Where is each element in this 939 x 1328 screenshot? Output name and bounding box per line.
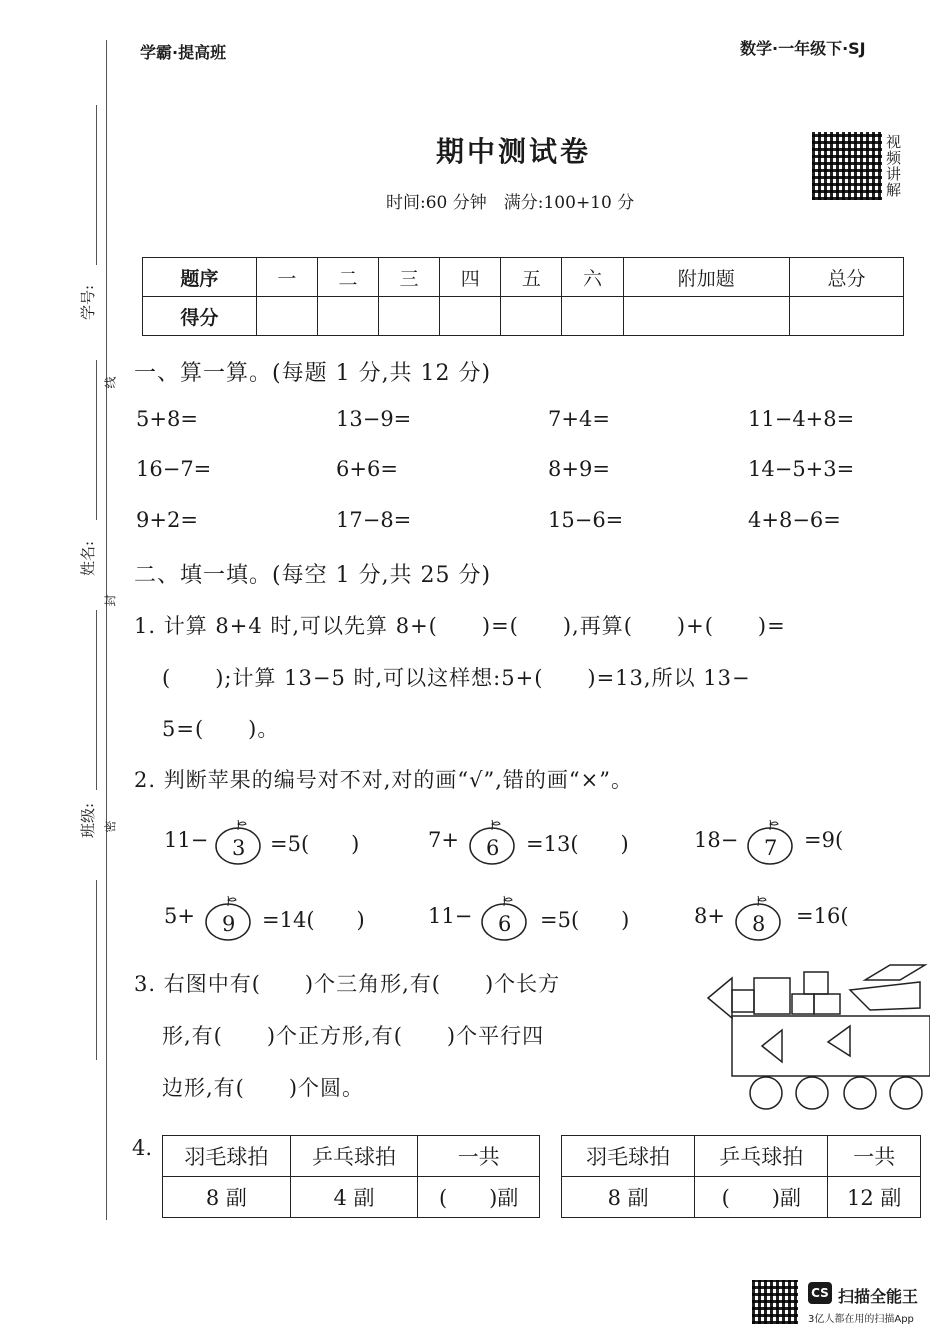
q2-text: 2. 判断苹果的编号对不对,对的画“√”,错的画“×”。 [134, 768, 633, 792]
score-cell[interactable] [562, 297, 623, 336]
table-cell[interactable]: ( )副 [695, 1177, 828, 1218]
app-badge-icon: CS [808, 1282, 832, 1304]
calc-item: 5+8= [136, 407, 198, 431]
calc-item: 17−8= [336, 508, 412, 532]
apple-post: =9( [804, 828, 844, 852]
apple-pre: 11− [428, 904, 473, 928]
footer-qr-code [752, 1280, 798, 1324]
table-header: 羽毛球拍 [562, 1136, 695, 1177]
calc-item: 13−9= [336, 407, 412, 431]
table-header: 乒乓球拍 [290, 1136, 418, 1177]
section1-title: 一、算一算。(每题 1 分,共 12 分) [134, 361, 492, 386]
exam-meta: 时间:60 分钟 满分:100+10 分 [386, 193, 635, 213]
student-no-label: 学号: [79, 284, 98, 321]
calc-item: 4+8−6= [748, 508, 841, 532]
apple-pre: 18− [694, 828, 739, 852]
score-header: 六 [562, 258, 623, 297]
calc-item: 16−7= [136, 457, 212, 481]
apple-post: =5( ) [540, 908, 630, 932]
apple-number: 6 [486, 836, 500, 860]
score-header: 总分 [790, 258, 904, 297]
class-label: 班级: [79, 802, 98, 839]
apple-pre: 8+ [694, 904, 725, 928]
brand-logo: 学霸·提高班 [140, 43, 227, 62]
table-header: 一共 [828, 1136, 921, 1177]
q1-line3: 5=( )。 [162, 717, 280, 741]
score-row-label: 得分 [143, 297, 257, 336]
seal-mark: 封 [103, 594, 118, 607]
name-label: 姓名: [79, 540, 98, 577]
apple-post: =14( ) [262, 908, 365, 932]
q4-number: 4. [132, 1136, 153, 1160]
apple-number: 7 [764, 836, 778, 860]
table-cell: 8 副 [163, 1177, 291, 1218]
score-header: 附加题 [623, 258, 790, 297]
q1-line2: ( );计算 13−5 时,可以这样想:5+( )=13,所以 13− [162, 666, 751, 690]
underline-extra [96, 880, 97, 1060]
binding-line [106, 40, 107, 1220]
score-table [142, 257, 904, 336]
calc-item: 8+9= [548, 457, 610, 481]
score-cell[interactable] [790, 297, 904, 336]
app-tagline: 3亿人都在用的扫描App [808, 1314, 914, 1325]
train-shapes-figure [700, 960, 930, 1115]
apple-number: 3 [232, 836, 246, 860]
q4-table-a [162, 1135, 540, 1218]
apple-number: 9 [222, 912, 236, 936]
score-cell[interactable] [623, 297, 790, 336]
score-header: 五 [501, 258, 562, 297]
underline-class [96, 610, 97, 790]
table-cell: 8 副 [562, 1177, 695, 1218]
score-cell[interactable] [501, 297, 562, 336]
calc-item: 6+6= [336, 457, 398, 481]
apple-number: 6 [498, 912, 512, 936]
apple-pre: 11− [164, 828, 209, 852]
table-cell[interactable]: ( )副 [418, 1177, 540, 1218]
calc-item: 7+4= [548, 407, 610, 431]
score-header: 四 [440, 258, 501, 297]
qr-caption: 视频讲解 [886, 133, 902, 199]
table-header: 羽毛球拍 [163, 1136, 291, 1177]
apple-pre: 7+ [428, 828, 459, 852]
table-cell: 12 副 [828, 1177, 921, 1218]
q3-line2: 形,有( )个正方形,有( )个平行四 [162, 1024, 545, 1048]
score-cell[interactable] [379, 297, 440, 336]
apple-pre: 5+ [164, 904, 195, 928]
qr-code [812, 132, 882, 200]
underline-name [96, 360, 97, 520]
calc-item: 14−5+3= [748, 457, 855, 481]
q3-line3: 边形,有( )个圆。 [162, 1076, 365, 1100]
page-title: 期中测试卷 [436, 135, 592, 168]
table-header: 乒乓球拍 [695, 1136, 828, 1177]
apple-post: =13( ) [526, 832, 629, 856]
line-mark: 线 [103, 376, 118, 389]
app-name: 扫描全能王 [838, 1287, 919, 1306]
mi-mark: 密 [103, 820, 118, 833]
score-header: 题序 [143, 258, 257, 297]
subject-label: 数学·一年级下·SJ [740, 39, 866, 58]
q3-line1: 3. 右图中有( )个三角形,有( )个长方 [134, 972, 561, 996]
calc-item: 11−4+8= [748, 407, 855, 431]
score-header: 三 [379, 258, 440, 297]
calc-item: 15−6= [548, 508, 624, 532]
calc-item: 9+2= [136, 508, 198, 532]
score-header: 一 [256, 258, 317, 297]
apple-number: 8 [752, 912, 766, 936]
underline-student-no [96, 105, 97, 265]
section2-title: 二、填一填。(每空 1 分,共 25 分) [134, 563, 492, 588]
score-cell[interactable] [256, 297, 317, 336]
apple-post: =16( [796, 904, 849, 928]
q4-table-b [561, 1135, 921, 1218]
q1-line1: 1. 计算 8+4 时,可以先算 8+( )=( ),再算( )+( )= [134, 614, 786, 638]
apple-post: =5( ) [270, 832, 360, 856]
score-cell[interactable] [317, 297, 378, 336]
score-header: 二 [317, 258, 378, 297]
table-header: 一共 [418, 1136, 540, 1177]
score-cell[interactable] [440, 297, 501, 336]
table-cell: 4 副 [290, 1177, 418, 1218]
